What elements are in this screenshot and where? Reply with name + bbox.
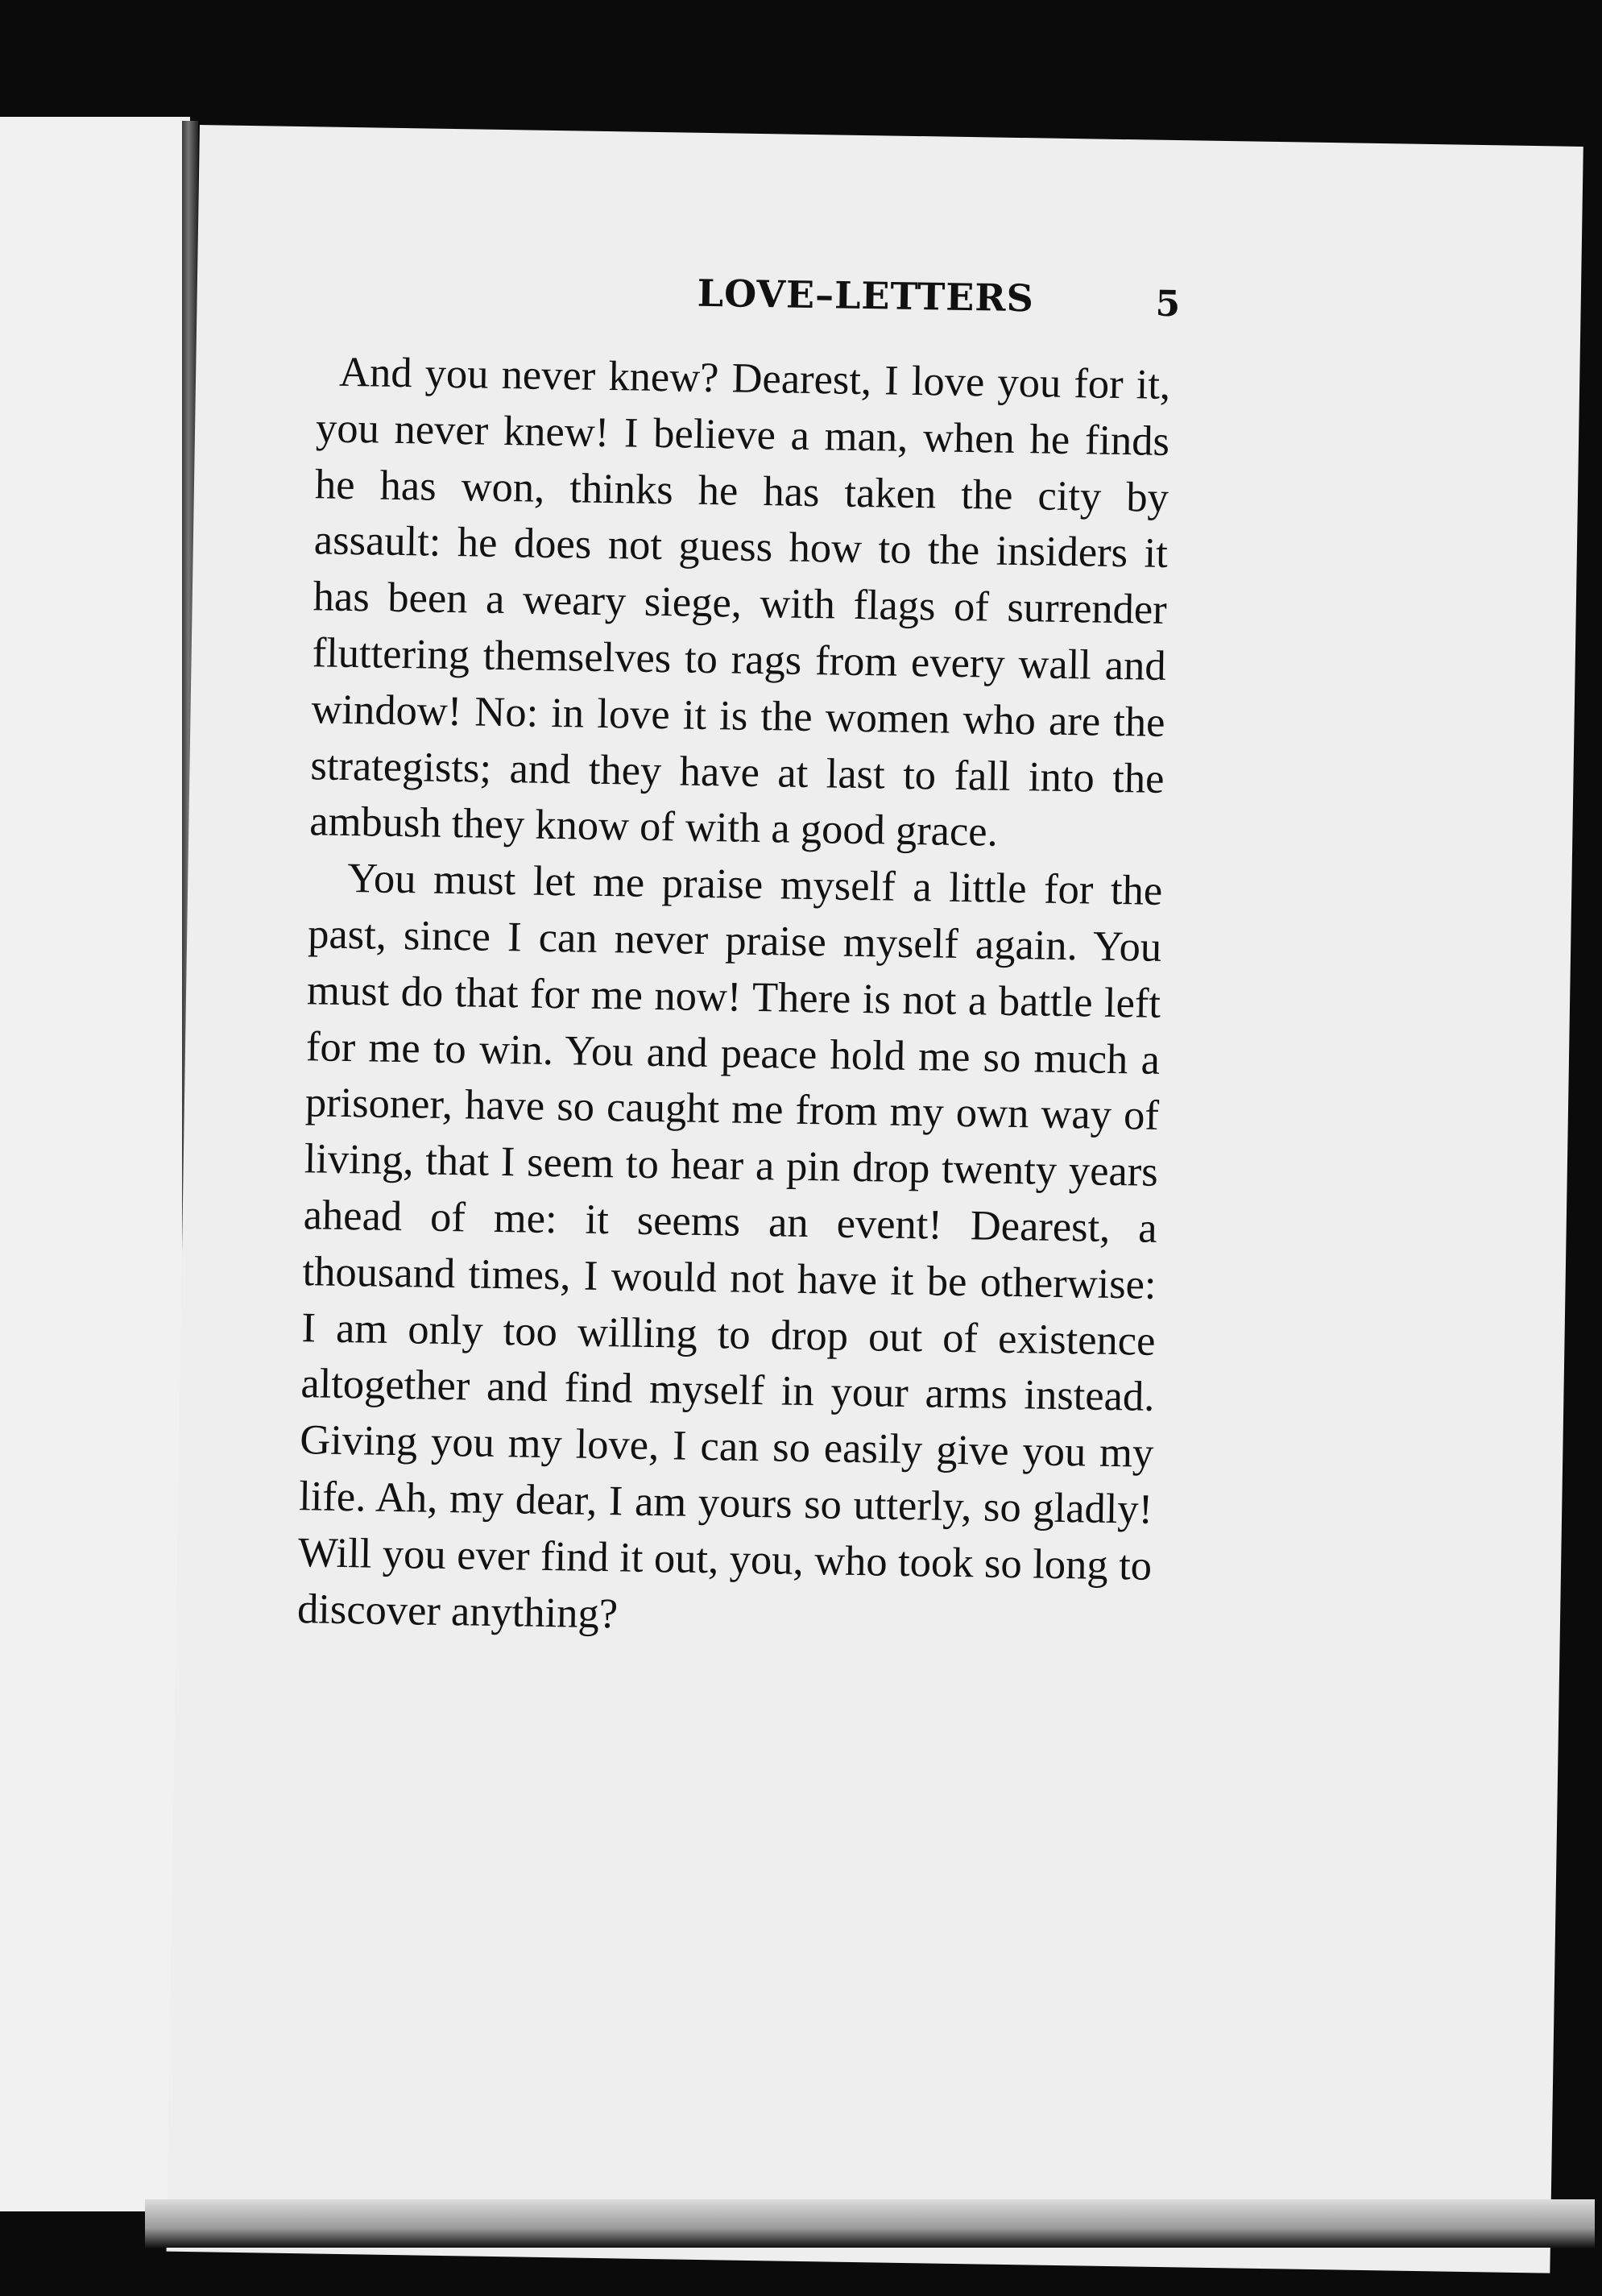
running-head: LOVE–LETTERS xyxy=(697,271,1035,321)
facing-page-edge xyxy=(0,117,190,2211)
book-page xyxy=(167,125,1583,2273)
page-bottom-edge xyxy=(145,2199,1595,2248)
paragraph-2: You must let me praise myself a little for the past, since I can never praise myself again. You must do that for me now! There is not a battle left for me to win. You and peace hold me so much a prisoner, have so caught me from my own way of living, that I seem to hear a pin drop twenty years ahead of me: it seems an event! Dearest, a thousand times, I would not have it be otherwise: I am only too willing to drop out of existence altogether and find myself in your arms instead. Giving you my love, I can so easily give you my life. Ah, my dear, I am yours so utterly, so gladly! Will you ever find it out, you, who took so long to discover anything? xyxy=(296,855,1163,1637)
page-number: 5 xyxy=(1155,283,1181,325)
paragraph-1: And you never knew? Dearest, I love you for it, you never knew! I believe a man, when he finds he has won, thinks he has taken the city by assault: he does not guess how to the insiders it has been a weary siege, with flags of surrender fluttering themselves to rags from every wall and window! No: in love it is the women who are the strategists; and they have at last to fall into the ambush they know of with a good grace. xyxy=(308,348,1171,856)
page-body xyxy=(297,344,1171,1651)
